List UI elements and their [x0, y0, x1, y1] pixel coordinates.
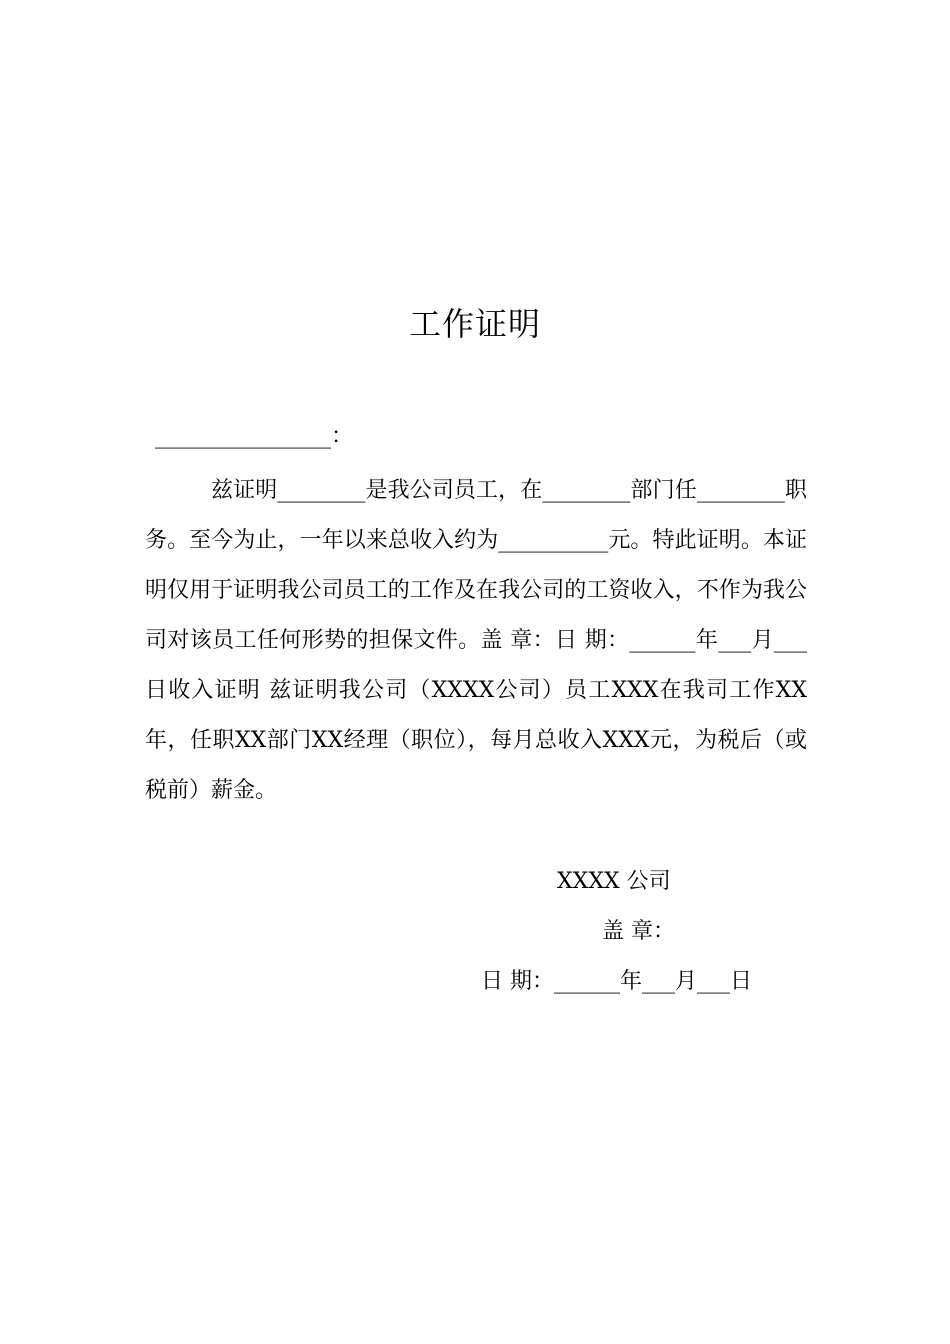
- signature-seal: 盖 章：: [602, 919, 675, 944]
- signature-company: XXXX 公司: [557, 869, 671, 894]
- document-title: 工作证明: [408, 305, 541, 343]
- signature-date: 日 期：______年___月___日: [481, 969, 752, 994]
- certificate-body: 兹证明________是我公司员工，在________部门任________职务。至今为止，一年以来总收入约为__________元。特此证明。本证明仅用于证明我公司员工的工作及在我公司的工资收入，不作为我公司对该员工任何形势的担保文件。盖 章：日 期：______年___月___日收入证明 兹证明我公司（XXXX公司）员工XXX在我司工作XX年，任职XX部门XX经理（职位），每月总收入XXX元，为税后（或税前）薪金。: [145, 478, 807, 803]
- salutation-line: ________________：: [155, 424, 354, 449]
